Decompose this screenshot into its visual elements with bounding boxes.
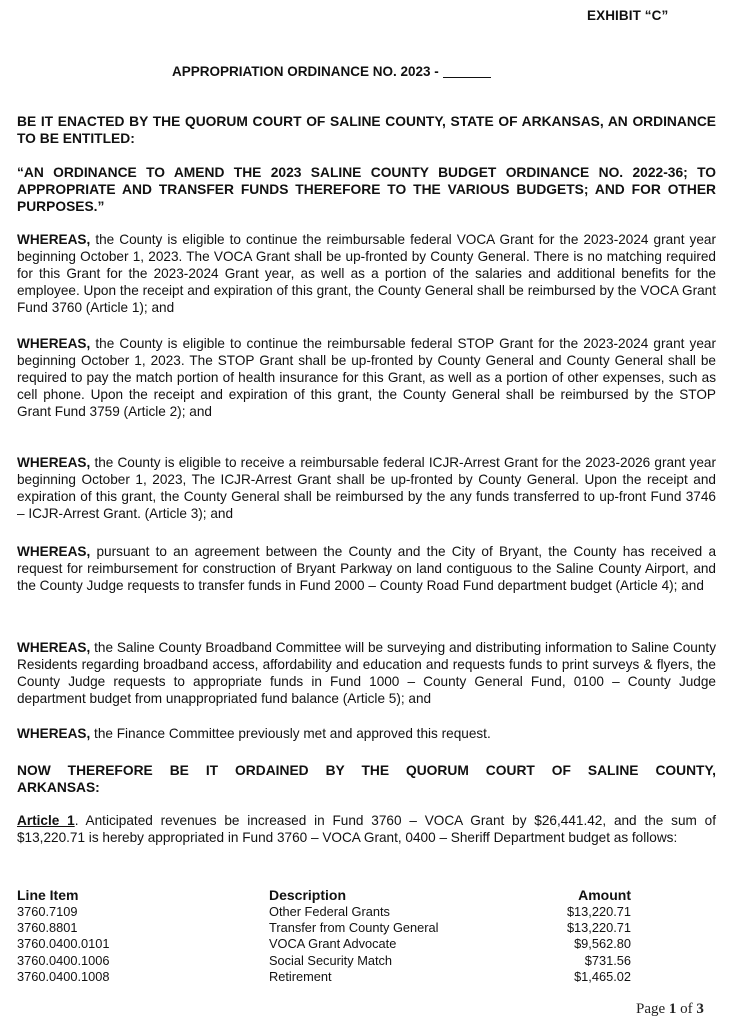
whereas-text: the County is eligible to continue the reimbursable federal STOP Grant for the 2023-2024 grant year beginning October 1, 2023. The STOP Grant shall be up-fronted by County General and County General shall be required to pay the match portion of health insurance for this Grant, as well as a portion of other expenses, such as cell phone. Upon the receipt and expiration of this grant, the County General shall be reimbursed by the STOP Grant Fund 3759 (Article 2); and	[17, 336, 716, 419]
cell-line-item: 3760.7109	[17, 904, 78, 919]
ordinance-title-clause	[17, 165, 716, 216]
whereas-paragraph-6	[17, 726, 716, 743]
ordained-text: NOW THEREFORE BE IT ORDAINED BY THE QUORUM COURT OF SALINE COUNTY, ARKANSAS:	[17, 763, 716, 795]
article-1-text: . Anticipated revenues be increased in Fund 3760 – VOCA Grant by $26,441.42, and the sum of $13,220.71 is hereby appropriated in Fund 3760 – VOCA Grant, 0400 – Sheriff Department budget as follows:	[17, 813, 716, 845]
cell-description: Social Security Match	[269, 952, 393, 968]
article-1-label: Article 1	[17, 813, 75, 828]
whereas-text: the County is eligible to receive a reimbursable federal ICJR-Arrest Grant for the 2023-2026 grant year beginning October 1, 2023, The ICJR-Arrest Grant shall be up-fronted by County General. Upon the receipt and expiration of this grant, the County General shall be reimbursed by the any funds transferred to up-front Fund 3746 – ICJR-Arrest Grant. (Article 3); and	[17, 455, 716, 521]
cell-amount: $1,465.02	[574, 968, 631, 984]
table-row	[17, 969, 716, 985]
exhibit-label: EXHIBIT “C”	[587, 8, 669, 23]
header-description: Description	[269, 887, 347, 903]
whereas-lead: WHEREAS,	[17, 544, 91, 559]
whereas-lead: WHEREAS,	[17, 640, 91, 655]
enactment-text: BE IT ENACTED BY THE QUORUM COURT OF SALINE COUNTY, STATE OF ARKANSAS, AN ORDINANCE TO BE ENTITLED:	[17, 114, 716, 146]
page-total: 3	[696, 1001, 704, 1017]
cell-description: VOCA Grant Advocate	[269, 936, 397, 952]
whereas-text: the Saline County Broadband Committee will be surveying and distributing information to Saline County Residents regarding broadband access, affordability and education and requests funds to print surveys & flyers, the County Judge requests to appropriate funds in Fund 1000 – County General Fund, 0100 – County Judge department budget from unappropriated fund balance (Article 5); and	[17, 640, 717, 706]
header-line-item: Line Item	[17, 887, 79, 903]
ordained-clause	[17, 763, 716, 797]
table-row	[17, 953, 716, 969]
cell-line-item: 3760.0400.1006	[17, 952, 110, 968]
whereas-lead: WHEREAS,	[17, 232, 91, 247]
page-prefix: Page	[636, 1001, 669, 1017]
whereas-paragraph-5	[17, 640, 716, 708]
whereas-text: the County is eligible to continue the reimbursable federal VOCA Grant for the 2023-2024 grant year beginning October 1, 2023. The VOCA Grant shall be up-fronted by County General. There is no matching required for this Grant for the 2023-2024 Grant year, as well as a portion of the salaries and additional benefits for the employee. Upon the receipt and expiration of this grant, the County General shall be reimbursed by the VOCA Grant Fund 3760 (Article 1); and	[17, 232, 716, 315]
cell-amount: $13,220.71	[566, 920, 631, 936]
whereas-paragraph-4	[17, 544, 716, 595]
cell-description: Other Federal Grants	[269, 904, 390, 919]
article-1-paragraph	[17, 813, 716, 847]
whereas-lead: WHEREAS,	[17, 726, 91, 741]
ordinance-title	[172, 64, 491, 79]
cell-line-item: 3760.0400.0101	[17, 936, 110, 952]
page-mid: of	[676, 1001, 697, 1017]
page-current: 1	[668, 1001, 677, 1017]
cell-amount: $9,562.80	[574, 936, 631, 952]
cell-line-item: 3760.8801	[17, 920, 78, 936]
title-clause-text: “AN ORDINANCE TO AMEND THE 2023 SALINE COUNTY BUDGET ORDINANCE NO. 2022-36; TO APPROPRIATE AND TRANSFER FUNDS THEREFORE TO THE VARIOUS BUDGETS; AND FOR OTHER PURPOSES.”	[17, 165, 716, 214]
line-item-table	[17, 887, 716, 985]
whereas-lead: WHEREAS,	[17, 455, 91, 470]
ordinance-title-text: APPROPRIATION ORDINANCE NO. 2023 -	[172, 64, 439, 79]
cell-description: Transfer from County General	[269, 920, 439, 936]
whereas-lead: WHEREAS,	[17, 336, 91, 351]
cell-amount: $731.56	[584, 952, 631, 968]
header-amount: Amount	[578, 887, 631, 903]
table-row	[17, 904, 716, 920]
cell-amount: $13,220.71	[566, 904, 631, 919]
whereas-paragraph-1	[17, 232, 716, 317]
enactment-clause	[17, 114, 716, 148]
whereas-text: the Finance Committee previously met and approved this request.	[94, 726, 491, 741]
table-row	[17, 936, 716, 952]
table-row	[17, 920, 716, 936]
whereas-paragraph-2	[17, 336, 716, 421]
whereas-paragraph-3	[17, 455, 716, 523]
page-number	[636, 1001, 704, 1018]
table-header-row	[17, 887, 716, 904]
cell-description: Retirement	[269, 968, 332, 984]
whereas-text: pursuant to an agreement between the County and the City of Bryant, the County has received a request for reimbursement for construction of Bryant Parkway on land contiguous to the Saline County Airport, and the County Judge requests to transfer funds in Fund 2000 – County Road Fund department budget (Article 4); and	[17, 544, 717, 593]
ordinance-number-blank	[443, 77, 491, 78]
cell-line-item: 3760.0400.1008	[17, 968, 110, 984]
